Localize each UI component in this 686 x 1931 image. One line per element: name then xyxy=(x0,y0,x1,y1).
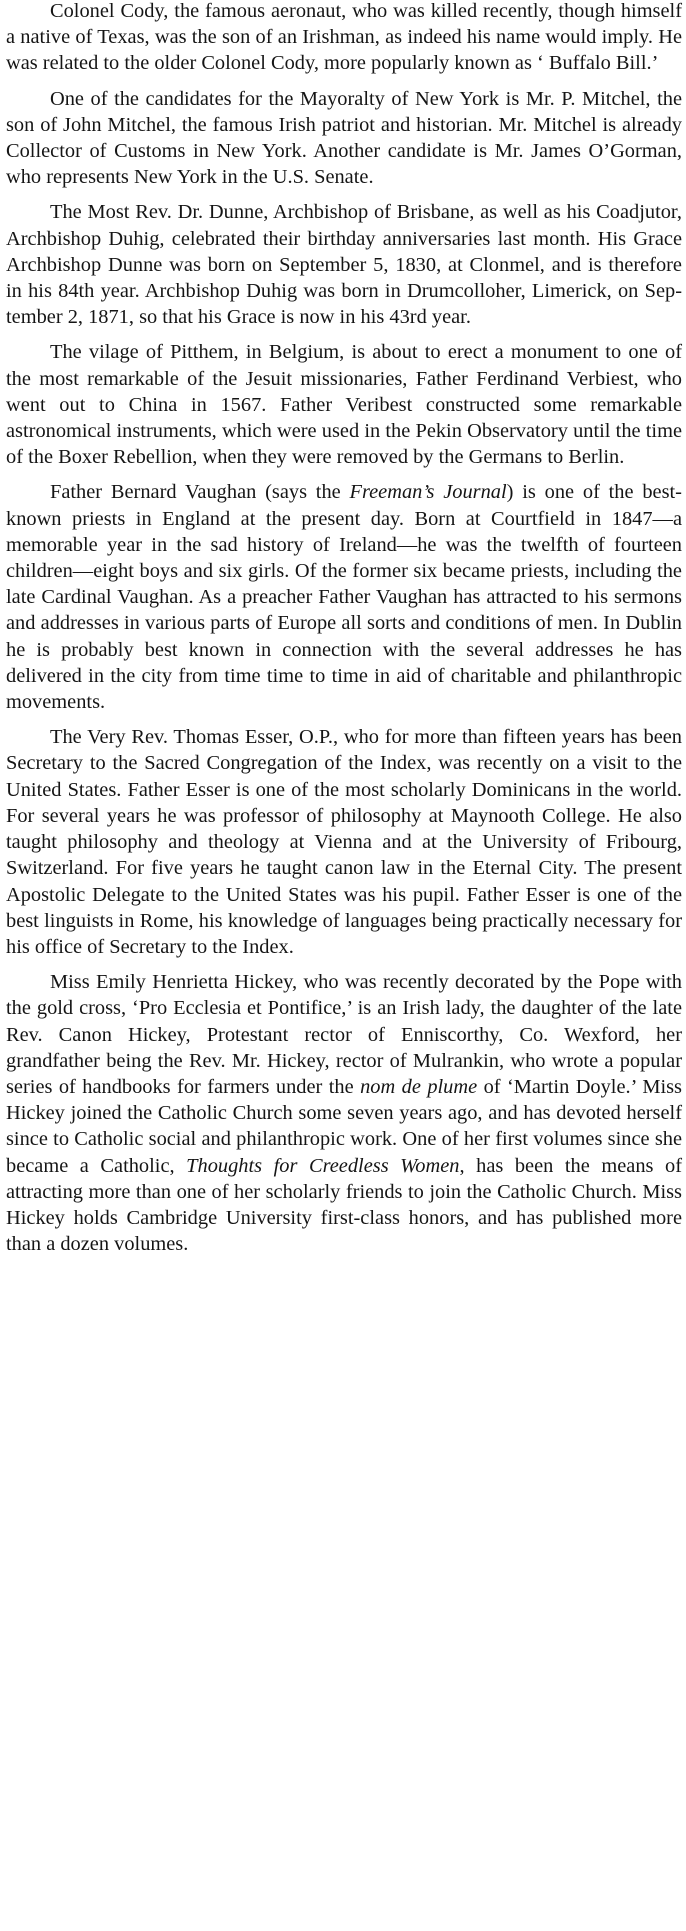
paragraph-text: Father Bernard Vaughan (says the xyxy=(50,481,350,504)
paragraph-text: The vilage of Pitthem, in Belgium, is about to erect a monument to one of the most remarkable of the Jesuit missionaries, Father Ferdinand Verbiest, who went out to China in 1567. Father Veribest constructed some remarkable astronomical instruments, which were used in the Pekin Observatory until the time of the Boxer Rebellion, when they were removed by the Germans to Berlin. xyxy=(6,341,682,469)
italic-publication-title: Freeman’s Journal xyxy=(349,481,507,504)
paragraph-text: Colonel Cody, the famous aeronaut, who was killed recently, though himself a native of Texas, was the son of an Irishman, as indeed his name would imply. He was related to the older Colonel Cody, more popularly known as ‘ Buffalo Bill.’ xyxy=(6,0,682,75)
paragraph-miss-hickey xyxy=(6,969,682,1257)
paragraph-archbishop-dunne xyxy=(6,199,682,330)
paragraph-new-york-mayoralty xyxy=(6,86,682,191)
paragraph-text: Miss Emily Henrietta Hickey, who was recently decorated by the Pope with the gold cross, ‘Pro Ecclesia et Pontifice,’ is an Irish lady, the daughter of the late Rev. Canon Hickey, Protestant rector of Enniscorthy, Co. Wexford, her grandfather being the Rev. Mr. Hickey, rector of Mulrankin, who wrote a popular series of handbooks for farmers under the xyxy=(6,971,682,1098)
paragraph-text: , has been the means of attracting more than one of her scholarly friends to join the Catholic Church. Miss Hickey holds Cambridge University first-class honors, and has published more than a dozen volumes. xyxy=(6,1154,682,1256)
paragraph-colonel-cody xyxy=(6,0,682,77)
paragraph-verbiest-monument xyxy=(6,339,682,470)
paragraph-text: The Very Rev. Thomas Esser, O.P., who for more than fifteen years has been Secretary to the Sacred Congregation of the Index, was recently on a visit to the United States. Father Esser is one of the most scholarly Dominicans in the world. For several years he was professor of philosophy at Maynooth College. He also taught philosophy and theology at Vienna and at the University of Fribourg, Switzerland. For five years he taught canon law in the Eternal City. The present Apostolic Delegate to the United States was his pupil. Father Esser is one of the best linguists in Rome, his knowledge of languages being practically necessary for his office of Secretary to the Index. xyxy=(6,726,682,958)
italic-phrase: nom de plume xyxy=(360,1075,478,1098)
paragraph-text: One of the candidates for the Mayoralty of New York is Mr. P. Mitchel, the son of John Mitchel, the famous Irish patriot and historian. Mr. Mitchel is already Collector of Customs in New York. Another candidate is Mr. James O’Gorman, who represents New York in the U.S. Senate. xyxy=(6,87,682,189)
paragraph-father-esser xyxy=(6,724,682,960)
paragraph-father-vaughan xyxy=(6,479,682,715)
paragraph-text: ) is one of the best-known priests in England at the present day. Born at Courtfield in 1847—a memorable year in the sad history of Ireland—he was the twelfth of fourteen children—eight boys and six girls. Of the former six became priests, including the late Cardinal Vaughan. As a preacher Father Vaughan has attracted to his sermons and addresses in various parts of Europe all sorts and conditions of men. In Dublin he is probably best known in connection with the several addresses he has delivered in the city from time time to time in aid of charitable and philanthropic movements. xyxy=(6,481,682,714)
paragraph-text: The Most Rev. Dr. Dunne, Archbishop of Brisbane, as well as his Coadjutor, Archbishop Duhig, celebrated their birthday anniversaries last month. His Grace Archbishop Dunne was born on September 5, 1830, at Clonmel, and is therefore in his 84th year. Archbishop Duhig was born in Drumcolloher, Limerick, on September 2, 1871, so that his Grace is now in his 43rd year. xyxy=(6,201,682,329)
italic-book-title: Thoughts for Creedless Women xyxy=(186,1154,460,1177)
paragraph-text: of ‘Martin Doyle.’ Miss Hickey joined the Catholic Church some seven years ago, and has devoted herself since to Catholic social and philanthropic work. One of her first volumes since she became a Catholic, xyxy=(6,1075,682,1177)
